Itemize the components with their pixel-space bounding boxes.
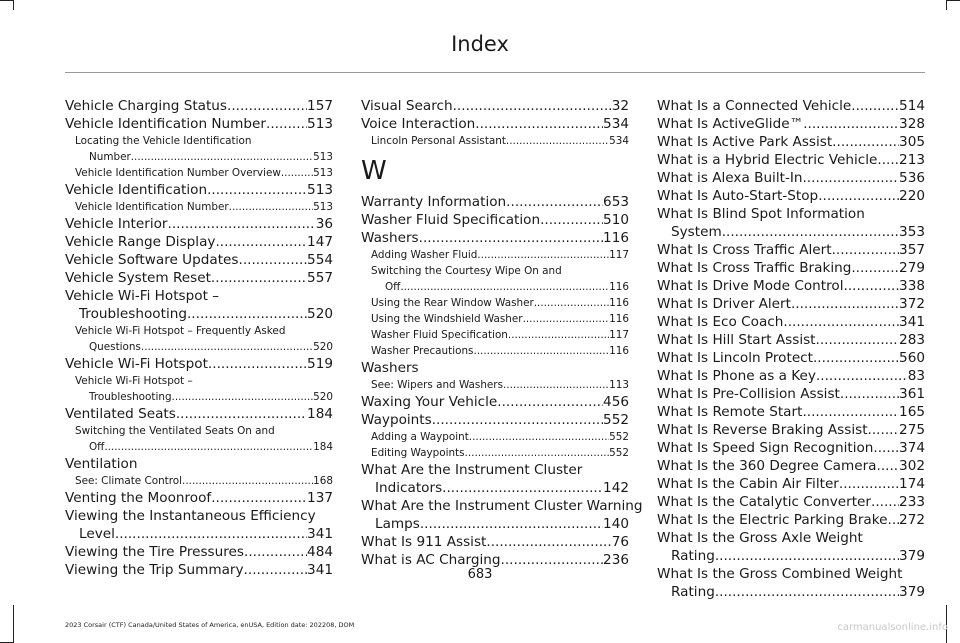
entry-page-number: 142 bbox=[603, 480, 629, 496]
entry-page-number: 519 bbox=[307, 356, 333, 372]
entry-label: What Is Reverse Braking Assist bbox=[657, 422, 868, 438]
entry-label: Off bbox=[385, 281, 401, 293]
entry-label: Visual Search bbox=[361, 98, 453, 114]
index-subentry bbox=[361, 445, 629, 461]
entry-page-number: 32 bbox=[611, 98, 629, 114]
index-subentry bbox=[65, 389, 333, 405]
entry-label: Vehicle Interior bbox=[65, 216, 168, 232]
leader-dots bbox=[208, 355, 307, 373]
entry-page-number: 137 bbox=[307, 490, 333, 506]
leader-dots bbox=[420, 515, 603, 533]
title-divider bbox=[65, 72, 925, 73]
leader-dots bbox=[816, 331, 900, 349]
leader-dots bbox=[851, 259, 899, 277]
entry-page-number: 220 bbox=[899, 188, 925, 204]
entry-page-number: 513 bbox=[313, 151, 333, 163]
entry-label: Editing Waypoints bbox=[371, 447, 465, 459]
index-entry bbox=[657, 367, 925, 385]
index-subentry bbox=[361, 327, 629, 343]
entry-page-number: 283 bbox=[899, 332, 925, 348]
index-entry bbox=[65, 251, 333, 269]
entry-label: Waxing Your Vehicle bbox=[361, 394, 498, 410]
crop-mark bbox=[0, 0, 13, 1]
leader-dots bbox=[877, 457, 900, 475]
entry-page-number: 213 bbox=[899, 152, 925, 168]
leader-dots bbox=[540, 211, 603, 229]
entry-page-number: 272 bbox=[899, 512, 925, 528]
index-entry bbox=[65, 305, 333, 323]
index-entry bbox=[657, 259, 925, 277]
entry-page-number: 513 bbox=[307, 116, 333, 132]
entry-page-number: 513 bbox=[307, 182, 333, 198]
index-entry bbox=[657, 133, 925, 151]
entry-page-number: 279 bbox=[899, 260, 925, 276]
index-subentry bbox=[361, 429, 629, 445]
entry-label: Viewing the Trip Summary bbox=[65, 562, 244, 578]
leader-dots bbox=[523, 311, 610, 327]
entry-label: What Is Auto-Start-Stop bbox=[657, 188, 819, 204]
index-entry bbox=[657, 241, 925, 259]
index-entry bbox=[361, 211, 629, 229]
index-column-3 bbox=[657, 97, 925, 601]
index-entry bbox=[657, 295, 925, 313]
entry-label: What Is Cross Traffic Braking bbox=[657, 260, 852, 276]
leader-dots bbox=[783, 313, 899, 331]
index-subentry bbox=[65, 149, 333, 165]
entry-page-number: 341 bbox=[307, 562, 333, 578]
entry-label: Vehicle Identification bbox=[65, 182, 208, 198]
leader-dots bbox=[791, 295, 899, 313]
leader-dots bbox=[281, 165, 313, 181]
index-entry bbox=[65, 405, 333, 423]
entry-label: What Is Remote Start bbox=[657, 404, 803, 420]
leader-dots bbox=[818, 187, 899, 205]
index-subentry bbox=[65, 473, 333, 489]
leader-dots bbox=[508, 327, 609, 343]
entry-page-number: 379 bbox=[899, 584, 925, 600]
entry-page-number: 113 bbox=[609, 379, 629, 391]
entry-label: See: Climate Control bbox=[75, 475, 183, 487]
leader-dots bbox=[506, 193, 603, 211]
leader-dots bbox=[715, 583, 899, 601]
entry-page-number: 513 bbox=[313, 201, 333, 213]
entry-label: Level bbox=[79, 526, 115, 542]
index-entry bbox=[361, 229, 629, 247]
entry-page-number: 552 bbox=[603, 412, 629, 428]
entry-page-number: 552 bbox=[609, 447, 629, 459]
leader-dots bbox=[172, 389, 314, 405]
entry-page-number: 484 bbox=[307, 544, 333, 560]
index-entry: What Is the Gross Axle Weight bbox=[657, 530, 863, 546]
entry-page-number: 554 bbox=[307, 252, 333, 268]
index-subentry bbox=[361, 343, 629, 359]
entry-label: Rating bbox=[671, 584, 715, 600]
entry-page-number: 305 bbox=[899, 134, 925, 150]
entry-label: What Is a Connected Vehicle bbox=[657, 98, 852, 114]
entry-label: What Is Driver Alert bbox=[657, 296, 791, 312]
leader-dots bbox=[813, 349, 899, 367]
entry-label: Viewing the Tire Pressures bbox=[65, 544, 244, 560]
entry-page-number: 520 bbox=[313, 391, 333, 403]
entry-label: What Is ActiveGlide™ bbox=[657, 116, 804, 132]
entry-label: Troubleshooting bbox=[89, 391, 172, 403]
index-entry bbox=[657, 475, 925, 493]
leader-dots bbox=[432, 411, 603, 429]
entry-label: Adding Washer Fluid bbox=[371, 249, 478, 261]
entry-page-number: 338 bbox=[899, 278, 925, 294]
entry-label: Troubleshooting bbox=[79, 306, 187, 322]
entry-label: See: Wipers and Washers bbox=[371, 379, 503, 391]
entry-page-number: 76 bbox=[611, 534, 629, 550]
entry-label: What Is Eco Coach bbox=[657, 314, 784, 330]
leader-dots bbox=[182, 473, 313, 489]
index-entry bbox=[65, 543, 333, 561]
entry-page-number: 174 bbox=[899, 476, 925, 492]
entry-page-number: 116 bbox=[609, 297, 629, 309]
entry-page-number: 374 bbox=[899, 440, 925, 456]
entry-page-number: 165 bbox=[899, 404, 925, 420]
entry-label: Washer Precautions bbox=[371, 345, 474, 357]
entry-page-number: 341 bbox=[899, 314, 925, 330]
leader-dots bbox=[131, 149, 313, 165]
leader-dots bbox=[802, 403, 899, 421]
leader-dots bbox=[486, 533, 611, 551]
leader-dots bbox=[469, 429, 609, 445]
entry-label: What Is Pre-Collision Assist bbox=[657, 386, 840, 402]
page-title: Index bbox=[451, 32, 509, 56]
leader-dots bbox=[832, 133, 899, 151]
entry-page-number: 536 bbox=[899, 170, 925, 186]
leader-dots bbox=[715, 547, 899, 565]
index-entry bbox=[361, 479, 629, 497]
leader-dots bbox=[473, 343, 609, 359]
index-entry bbox=[65, 525, 333, 543]
leader-dots bbox=[207, 181, 307, 199]
index-entry bbox=[657, 511, 925, 529]
index-subentry bbox=[65, 165, 333, 181]
entry-label: Ventilated Seats bbox=[65, 406, 176, 422]
index-entry bbox=[65, 181, 333, 199]
index-entry bbox=[65, 97, 333, 115]
index-entry bbox=[657, 115, 925, 133]
entry-page-number: 513 bbox=[313, 167, 333, 179]
entry-label: Waypoints bbox=[361, 412, 432, 428]
index-column-1 bbox=[65, 97, 333, 579]
leader-dots bbox=[803, 115, 899, 133]
index-entry: What Is the Gross Combined Weight bbox=[657, 566, 903, 582]
leader-dots bbox=[868, 421, 900, 439]
leader-dots bbox=[722, 223, 899, 241]
entry-label: Washers bbox=[361, 230, 419, 246]
entry-page-number: 379 bbox=[899, 548, 925, 564]
leader-dots bbox=[840, 385, 899, 403]
crop-mark bbox=[13, 605, 14, 643]
index-entry bbox=[361, 97, 629, 115]
crop-mark bbox=[947, 0, 960, 1]
entry-label: Vehicle Wi-Fi Hotspot bbox=[65, 356, 208, 372]
index-subentry bbox=[361, 133, 629, 149]
index-subentry bbox=[361, 295, 629, 311]
entry-page-number: 534 bbox=[603, 116, 629, 132]
leader-dots bbox=[244, 543, 307, 561]
index-subentry bbox=[65, 439, 333, 455]
index-entry: What Is Blind Spot Information bbox=[657, 206, 865, 222]
entry-label: What Is Lincoln Protect bbox=[657, 350, 813, 366]
index-entry bbox=[361, 393, 629, 411]
entry-label: Lincoln Personal Assistant bbox=[371, 135, 506, 147]
watermark: carmanualsonline.info bbox=[837, 622, 948, 633]
leader-dots bbox=[888, 511, 900, 529]
entry-page-number: 534 bbox=[609, 135, 629, 147]
entry-label: Vehicle Software Updates bbox=[65, 252, 239, 268]
entry-label: What Is the Cabin Air Filter bbox=[657, 476, 839, 492]
leader-dots bbox=[506, 133, 609, 149]
entry-label: What Is Cross Traffic Alert bbox=[657, 242, 832, 258]
entry-label: Warranty Information bbox=[361, 194, 507, 210]
entry-label: What Is 911 Assist bbox=[361, 534, 487, 550]
index-entry bbox=[657, 169, 925, 187]
page-number: 683 bbox=[467, 567, 493, 582]
leader-dots bbox=[400, 279, 609, 295]
entry-page-number: 157 bbox=[307, 98, 333, 114]
entry-page-number: 236 bbox=[603, 552, 629, 568]
leader-dots bbox=[211, 489, 307, 507]
entry-page-number: 552 bbox=[609, 431, 629, 443]
entry-label: What Is Hill Start Assist bbox=[657, 332, 816, 348]
entry-label: Using the Windshield Washer bbox=[371, 313, 523, 325]
index-entry: What Are the Instrument Cluster Warning bbox=[361, 498, 643, 514]
entry-page-number: 140 bbox=[603, 516, 629, 532]
index-subentry bbox=[361, 279, 629, 295]
entry-label: What Is the 360 Degree Camera bbox=[657, 458, 877, 474]
entry-label: What Is the Catalytic Converter bbox=[657, 494, 871, 510]
entry-page-number: 147 bbox=[307, 234, 333, 250]
index-entry bbox=[657, 223, 925, 241]
entry-page-number: 36 bbox=[315, 216, 333, 232]
leader-dots bbox=[851, 97, 899, 115]
entry-label: Questions bbox=[89, 341, 141, 353]
leader-dots bbox=[839, 475, 899, 493]
index-column-2 bbox=[361, 97, 643, 569]
section-letter: W bbox=[361, 156, 387, 186]
entry-label: Number bbox=[89, 151, 131, 163]
entry-page-number: 328 bbox=[899, 116, 925, 132]
entry-page-number: 341 bbox=[307, 526, 333, 542]
index-subentry bbox=[65, 339, 333, 355]
entry-page-number: 520 bbox=[307, 306, 333, 322]
entry-page-number: 353 bbox=[899, 224, 925, 240]
entry-label: System bbox=[671, 224, 722, 240]
index-entry bbox=[361, 533, 629, 551]
entry-label: Indicators bbox=[375, 480, 443, 496]
entry-page-number: 116 bbox=[609, 313, 629, 325]
index-entry bbox=[65, 269, 333, 287]
leader-dots bbox=[816, 367, 908, 385]
entry-label: Using the Rear Window Washer bbox=[371, 297, 534, 309]
leader-dots bbox=[229, 199, 314, 215]
entry-label: Venting the Moonroof bbox=[65, 490, 212, 506]
index-subentry bbox=[65, 199, 333, 215]
entry-page-number: 560 bbox=[899, 350, 925, 366]
index-entry bbox=[657, 547, 925, 565]
index-entry bbox=[657, 187, 925, 205]
entry-label: Vehicle Charging Status bbox=[65, 98, 228, 114]
entry-page-number: 184 bbox=[313, 441, 333, 453]
index-entry bbox=[657, 97, 925, 115]
index-entry bbox=[657, 385, 925, 403]
leader-dots bbox=[141, 339, 313, 355]
leader-dots bbox=[239, 251, 308, 269]
index-entry bbox=[361, 515, 629, 533]
entry-label: Vehicle System Reset bbox=[65, 270, 211, 286]
index-entry: Viewing the Instantaneous Efficiency bbox=[65, 508, 316, 524]
index-entry: What Are the Instrument Cluster bbox=[361, 462, 583, 478]
entry-label: What Is the Electric Parking Brake bbox=[657, 512, 888, 528]
index-entry bbox=[657, 151, 925, 169]
index-entry bbox=[65, 233, 333, 251]
entry-label: Lamps bbox=[375, 516, 420, 532]
entry-label: What Is Active Park Assist bbox=[657, 134, 833, 150]
entry-label: Vehicle Identification Number bbox=[65, 116, 266, 132]
leader-dots bbox=[419, 229, 603, 247]
leader-dots bbox=[534, 295, 609, 311]
entry-page-number: 117 bbox=[609, 249, 629, 261]
entry-page-number: 233 bbox=[899, 494, 925, 510]
index-subentry bbox=[361, 247, 629, 263]
leader-dots bbox=[104, 439, 313, 455]
crop-mark bbox=[946, 0, 947, 10]
leader-dots bbox=[871, 493, 899, 511]
entry-page-number: 275 bbox=[899, 422, 925, 438]
index-entry bbox=[657, 439, 925, 457]
leader-dots bbox=[115, 525, 307, 543]
entry-label: Vehicle Identification Number bbox=[75, 201, 229, 213]
entry-page-number: 116 bbox=[603, 230, 629, 246]
index-entry bbox=[657, 583, 925, 601]
entry-page-number: 372 bbox=[899, 296, 925, 312]
index-entry bbox=[361, 411, 629, 429]
entry-label: Vehicle Identification Number Overview bbox=[75, 167, 281, 179]
index-entry bbox=[657, 403, 925, 421]
index-subentry: Locating the Vehicle Identification bbox=[75, 135, 252, 147]
index-entry bbox=[657, 457, 925, 475]
index-entry bbox=[657, 331, 925, 349]
leader-dots bbox=[215, 233, 307, 251]
index-entry bbox=[361, 193, 629, 211]
index-subentry: Switching the Courtesy Wipe On and bbox=[371, 265, 562, 277]
leader-dots bbox=[176, 405, 307, 423]
leader-dots bbox=[497, 393, 603, 411]
entry-label: Washer Fluid Specification bbox=[361, 212, 541, 228]
entry-page-number: 117 bbox=[609, 329, 629, 341]
entry-page-number: 514 bbox=[899, 98, 925, 114]
leader-dots bbox=[266, 115, 307, 133]
crop-mark bbox=[13, 0, 14, 10]
index-entry bbox=[657, 277, 925, 295]
index-subentry bbox=[361, 311, 629, 327]
entry-page-number: 116 bbox=[609, 281, 629, 293]
entry-page-number: 302 bbox=[899, 458, 925, 474]
index-entry: Washers bbox=[361, 360, 419, 376]
entry-page-number: 184 bbox=[307, 406, 333, 422]
entry-label: What Is Drive Mode Control bbox=[657, 278, 844, 294]
leader-dots bbox=[187, 305, 307, 323]
entry-label: Washer Fluid Specification bbox=[371, 329, 508, 341]
leader-dots bbox=[802, 169, 899, 187]
index-entry bbox=[65, 215, 333, 233]
leader-dots bbox=[227, 97, 307, 115]
leader-dots bbox=[873, 439, 899, 457]
entry-label: Vehicle Range Display bbox=[65, 234, 216, 250]
index-entry bbox=[65, 355, 333, 373]
entry-label: What Is Phone as a Key bbox=[657, 368, 816, 384]
leader-dots bbox=[877, 151, 899, 169]
index-subentry bbox=[361, 377, 629, 393]
entry-label: Off bbox=[89, 441, 105, 453]
leader-dots bbox=[832, 241, 899, 259]
index-entry bbox=[361, 115, 629, 133]
index-subentry: Vehicle Wi-Fi Hotspot – Frequently Asked bbox=[75, 325, 286, 337]
entry-page-number: 168 bbox=[313, 475, 333, 487]
index-subentry: Switching the Ventilated Seats On and bbox=[75, 425, 275, 437]
index-entry bbox=[65, 489, 333, 507]
entry-page-number: 116 bbox=[609, 345, 629, 357]
entry-page-number: 520 bbox=[313, 341, 333, 353]
leader-dots bbox=[503, 377, 609, 393]
index-entry: Ventilation bbox=[65, 456, 138, 472]
leader-dots bbox=[211, 269, 307, 287]
entry-label: Adding a Waypoint bbox=[371, 431, 469, 443]
entry-page-number: 83 bbox=[907, 368, 925, 384]
leader-dots bbox=[477, 247, 609, 263]
index-entry bbox=[657, 313, 925, 331]
entry-label: What is Alexa Built-In bbox=[657, 170, 803, 186]
index-entry bbox=[657, 421, 925, 439]
entry-page-number: 357 bbox=[899, 242, 925, 258]
entry-label: What is a Hybrid Electric Vehicle bbox=[657, 152, 878, 168]
index-entry: Vehicle Wi-Fi Hotspot – bbox=[65, 288, 220, 304]
index-subentry: Vehicle Wi-Fi Hotspot – bbox=[75, 375, 193, 387]
edition-footer: 2023 Corsair (CTF) Canada/United States of America, enUSA, Edition date: 202208, DOM bbox=[65, 621, 355, 629]
entry-page-number: 557 bbox=[307, 270, 333, 286]
index-entry bbox=[657, 493, 925, 511]
entry-page-number: 510 bbox=[603, 212, 629, 228]
index-entry bbox=[65, 115, 333, 133]
entry-page-number: 361 bbox=[899, 386, 925, 402]
leader-dots bbox=[465, 445, 610, 461]
entry-page-number: 456 bbox=[603, 394, 629, 410]
leader-dots bbox=[453, 97, 612, 115]
entry-label: Rating bbox=[671, 548, 715, 564]
leader-dots bbox=[168, 215, 316, 233]
entry-label: Voice Interaction bbox=[361, 116, 476, 132]
leader-dots bbox=[844, 277, 900, 295]
leader-dots bbox=[475, 115, 603, 133]
entry-label: What is AC Charging bbox=[361, 552, 501, 568]
entry-page-number: 653 bbox=[603, 194, 629, 210]
index-entry bbox=[657, 349, 925, 367]
entry-label: What Is Speed Sign Recognition bbox=[657, 440, 874, 456]
leader-dots bbox=[442, 479, 603, 497]
